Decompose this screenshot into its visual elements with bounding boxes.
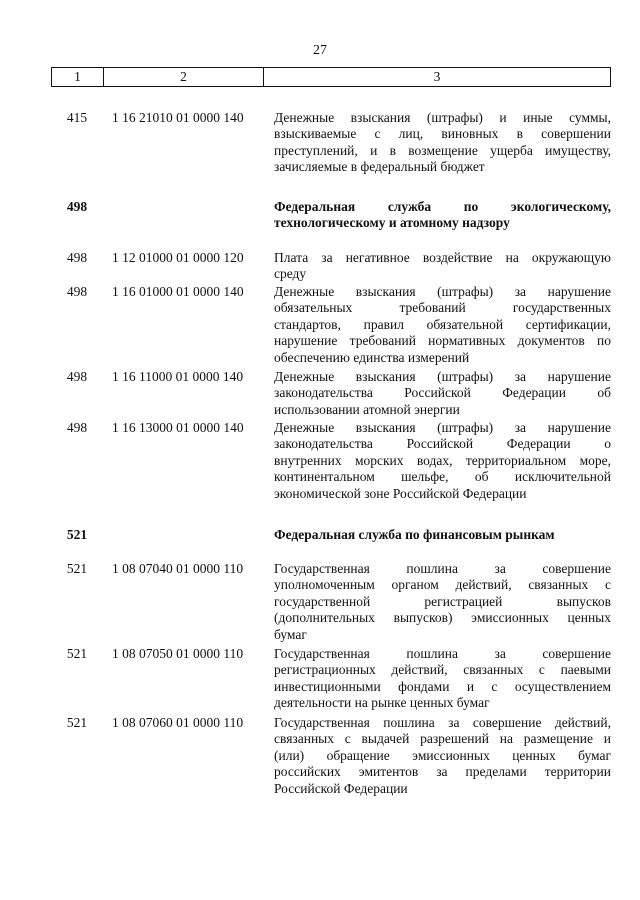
row-number: 521: [66, 561, 88, 576]
description-line: взыскиваемые с лиц, виновных в совершении: [274, 126, 611, 142]
row-description: [274, 110, 611, 176]
description-line: Денежные взыскания (штрафы) за нарушение: [274, 369, 611, 384]
header-col-1: 1: [52, 68, 104, 86]
row-description: [274, 561, 611, 643]
row-description: [274, 420, 611, 502]
row-code: 1 08 07050 01 0000 110: [112, 646, 244, 661]
row-number: 415: [66, 110, 88, 125]
description-line: нарушение требований нормативных документов по: [274, 333, 611, 349]
description-line: среду: [274, 266, 307, 282]
row-number: 498: [66, 369, 88, 384]
row-code: 1 16 13000 01 0000 140: [112, 420, 244, 435]
row-description: [274, 250, 611, 283]
description-line: деятельности на рынке ценных бумаг: [274, 695, 490, 711]
description-line: уполномоченным органом действий, связанных с: [274, 577, 611, 593]
row-number: 521: [66, 527, 88, 542]
description-line: бумаг: [274, 626, 307, 642]
table-header: [51, 67, 611, 87]
row-description: [274, 527, 611, 543]
row-code: 1 12 01000 01 0000 120: [112, 250, 244, 265]
description-line: регистрационных действий, связанных с паевыми: [274, 662, 611, 678]
row-code: 1 16 21010 01 0000 140: [112, 110, 244, 125]
description-line: использовании атомной энергии: [274, 401, 460, 417]
description-line: Денежные взыскания (штрафы) за нарушение: [274, 284, 611, 299]
description-line: технологическому и атомному надзору: [274, 215, 510, 231]
description-line: обеспечению единства измерений: [274, 349, 470, 365]
row-description: [274, 646, 611, 712]
row-number: 498: [66, 199, 88, 214]
description-line: Государственная пошлина за совершение: [274, 561, 611, 576]
row-description: [274, 284, 611, 366]
description-line: инвестиционными фондами и с осуществлением: [274, 678, 611, 694]
description-line: Федеральная служба по финансовым рынкам: [274, 527, 555, 542]
description-line: законодательства Российской Федерации об: [274, 385, 611, 401]
header-col-3: 3: [433, 69, 441, 84]
row-number: 498: [66, 420, 88, 435]
description-line: Федеральная служба по экологическому,: [274, 199, 611, 214]
description-line: Плата за негативное воздействие на окружающую: [274, 250, 611, 265]
row-description: [274, 199, 611, 232]
description-line: экономической зоне Российской Федерации: [274, 485, 527, 501]
description-line: Российской Федерации: [274, 780, 408, 796]
description-line: российских эмитентов за пределами территории: [274, 764, 611, 780]
header-col-2: 2: [104, 68, 264, 86]
description-line: обязательных требований государственных: [274, 300, 611, 316]
description-line: государственной регистрацией выпусков: [274, 593, 611, 609]
description-line: внутренних морских водах, территориальном море,: [274, 452, 611, 468]
description-line: Государственная пошлина за совершение: [274, 646, 611, 661]
description-line: (или) обращение эмиссионных ценных бумаг: [274, 747, 611, 763]
description-line: Денежные взыскания (штрафы) за нарушение: [274, 420, 611, 435]
row-code: 1 16 11000 01 0000 140: [112, 369, 244, 384]
row-number: 521: [66, 715, 88, 730]
row-code: 1 16 01000 01 0000 140: [112, 284, 244, 299]
row-number: 521: [66, 646, 88, 661]
row-number: 498: [66, 250, 88, 265]
description-line: Государственная пошлина за совершение действий,: [274, 715, 611, 730]
description-line: Денежные взыскания (штрафы) и иные суммы,: [274, 110, 611, 125]
row-description: [274, 715, 611, 797]
row-description: [274, 369, 611, 418]
row-code: 1 08 07040 01 0000 110: [112, 561, 244, 576]
page-number: 27: [313, 43, 327, 58]
description-line: связанных с выдачей разрешений на размещение и: [274, 731, 611, 747]
row-code: 1 08 07060 01 0000 110: [112, 715, 244, 730]
description-line: континентальном шельфе, об исключительной: [274, 469, 611, 485]
description-line: стандартов, правил обязательной сертификации,: [274, 316, 611, 332]
description-line: зачисляемые в федеральный бюджет: [274, 159, 485, 175]
description-line: законодательства Российской Федерации о: [274, 436, 611, 452]
row-number: 498: [66, 284, 88, 299]
description-line: (дополнительных выпусков) эмиссионных ценных: [274, 610, 611, 626]
description-line: преступлений, и в возмещение ущерба имуществу,: [274, 142, 611, 158]
